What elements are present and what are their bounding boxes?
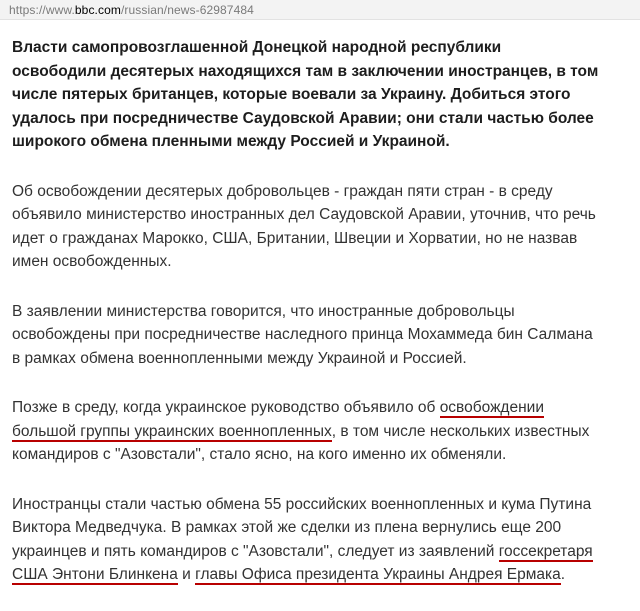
paragraph-line: [12, 420, 630, 444]
paragraph-text: .: [560, 566, 566, 583]
url-text[interactable]: [9, 3, 254, 17]
paragraph-text: украинцев и пять командиров с "Азовстали", следует из заявлений: [12, 542, 499, 560]
link-yermak[interactable]: главы Офиса президента Украины Андрея Ермака: [195, 566, 561, 583]
paragraph-text: Позже в среду, когда украинское руководство объявило об: [12, 399, 440, 416]
paragraph-line: Виктора Медведчука. В рамках этой же сделки из плена вернулись еще 200: [12, 519, 562, 536]
url-prefix: https://www.: [9, 3, 75, 17]
paragraph-line: Иностранцы стали частью обмена 55 российских военнопленных и кума Путина: [12, 495, 592, 513]
paragraph-line: имен освобожденных.: [12, 253, 172, 270]
link-secretary-of-state[interactable]: госсекретаря: [498, 542, 593, 560]
lead-line: освободили десятерых находящихся там в заключении иностранцев, в том: [12, 62, 599, 80]
paragraph-line: командиров с "Азовстали", стало ясно, на кого именно их обменяли.: [12, 446, 507, 463]
article-body: [12, 36, 630, 611]
lead-line: широкого обмена пленными между Россией и Украиной.: [12, 133, 450, 150]
link-prisoner-release-cont[interactable]: большой группы украинских военнопленных: [12, 422, 332, 440]
link-prisoner-release[interactable]: освобождении: [439, 399, 544, 416]
paragraph-text: , в том числе нескольких известных: [331, 422, 590, 440]
paragraph-line: в рамках обмена военнопленными между Украиной и Россией.: [12, 349, 467, 367]
paragraph-3: [12, 396, 630, 467]
paragraph-1: [12, 180, 630, 274]
paragraph-line: [12, 396, 630, 420]
paragraph-text: и: [177, 566, 196, 583]
url-path: /russian/news-62987484: [120, 3, 254, 17]
article-lead: [12, 36, 630, 154]
paragraph-line: В заявлении министерства говорится, что иностранные добровольцы: [12, 302, 515, 320]
link-blinken[interactable]: США Энтони Блинкена: [12, 566, 178, 583]
lead-line: удалось при посредничестве Саудовской Аравии; они стали частью более: [12, 109, 594, 127]
paragraph-line: [12, 563, 630, 587]
lead-line: числе пятерых британцев, которые воевали за Украину. Добиться этого: [12, 86, 571, 103]
paragraph-2: [12, 300, 630, 371]
paragraph-line: Об освобождении десятерых добровольцев - граждан пяти стран - в среду: [12, 182, 553, 200]
paragraph-line: освобождены при посредничестве наследного принца Мохаммеда бин Салмана: [12, 326, 593, 343]
url-host: bbc.com: [74, 3, 121, 17]
address-bar[interactable]: [0, 0, 640, 20]
paragraph-line: объявило министерство иностранных дел Саудовской Аравии, уточнив, что речь: [12, 206, 596, 223]
paragraph-line: идет о гражданах Марокко, США, Британии, Швеции и Хорватии, но не назвав: [12, 229, 578, 247]
lead-line: Власти самопровозглашенной Донецкой народной республики: [12, 39, 502, 56]
paragraph-line: [12, 540, 630, 564]
paragraph-4: [12, 493, 630, 587]
